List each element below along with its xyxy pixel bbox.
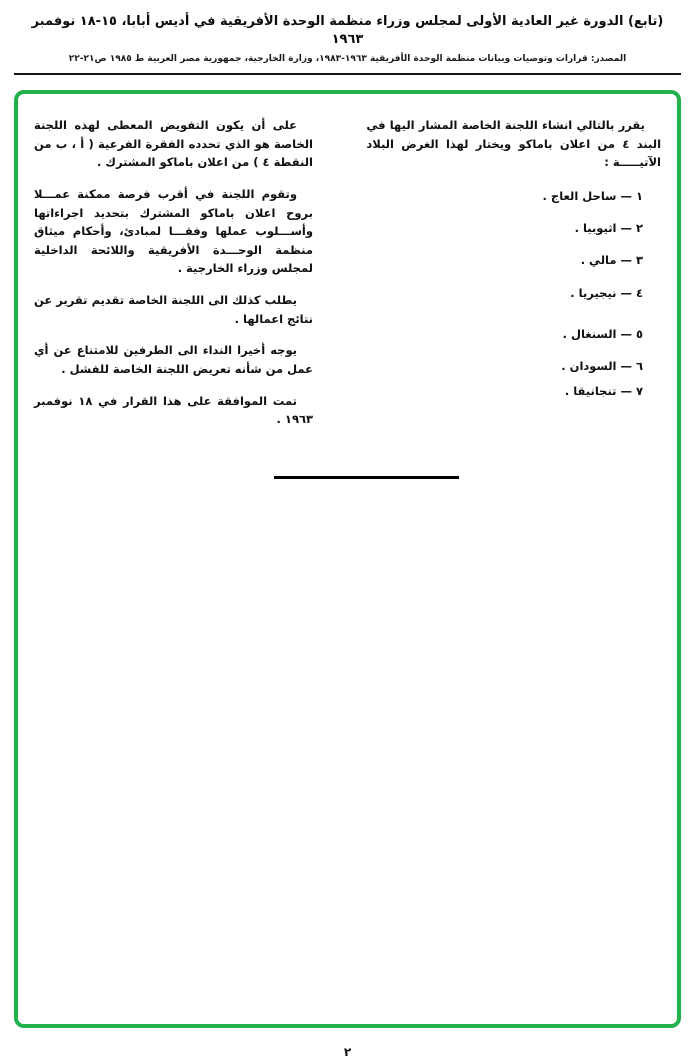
page-title: (تابع) الدورة غير العادية الأولى لمجلس وزراء منظمة الوحدة الأفريقية في أديس أبابا، ١٥-١٨ نوفمبر ١٩٦٣ bbox=[31, 14, 664, 47]
country-item: ٥ — السنغال . bbox=[562, 326, 643, 341]
country-list bbox=[366, 188, 661, 401]
page-number: ٢ bbox=[343, 1045, 352, 1059]
body-paragraph: تمت الموافقة على هذا القرار في ١٨ نوفمبر ١٩٦٣ . bbox=[34, 393, 313, 427]
right-column bbox=[366, 116, 661, 442]
source-line: المصدر: قرارات وتوصيات وبيانات منظمة الوحدة الأفريقية ١٩٦٣-١٩٨٣، وزارة الخارجية، جمهورية مصر العربية ط ١٩٨٥ ص٢١-٢٢ bbox=[68, 54, 627, 65]
page-header bbox=[0, 0, 695, 75]
body-paragraph: يوجه أخيرا النداء الى الطرفين للامتناع عن أي عمل من شأنه تعريض اللجنة الخاصة للفشل . bbox=[34, 343, 313, 376]
country-item: ٤ — نيجيريا . bbox=[570, 285, 643, 300]
body-paragraph: وتقوم اللجنة في أقرب فرصة ممكنة عمـــلا بروح اعلان باماكو المشترك بتحديد اجراءاتها وأســـلوب عملها وفقـــا لمبادئ، وأحكام ميثاق منظمة الوحـــدة الأفريقية واللائحة الداخلية لمجلس وزراء الخارجية . bbox=[34, 186, 313, 276]
document-frame bbox=[14, 90, 681, 1028]
country-item: ٦ — السودان . bbox=[561, 359, 643, 374]
country-item: ٣ — مالي . bbox=[580, 253, 643, 268]
content-columns bbox=[34, 116, 661, 442]
header-divider bbox=[14, 73, 681, 75]
resolution-intro: يقرر بالتالي انشاء اللجنة الخاصة المشار اليها في البند ٤ من اعلان باماكو ويختار لهذا الغرض البلاد الآتيـــــة : bbox=[366, 118, 662, 170]
left-column bbox=[34, 116, 313, 442]
country-item: ٧ — تنجانيقا . bbox=[564, 384, 643, 399]
section-divider bbox=[274, 476, 459, 479]
country-item: ٢ — اثيوبيا . bbox=[574, 221, 643, 236]
body-paragraph: يطلب كذلك الى اللجنة الخاصة تقديم تقرير عن نتائج اعمالها . bbox=[34, 293, 313, 326]
country-item: ١ — ساحل العاج . bbox=[542, 188, 643, 203]
body-paragraph: على أن يكون التفويض المعطى لهذه اللجنة الخاصة هو الذي تحدده الفقرة الفرعية ( أ ، ب من النقطة ٤ ) من اعلان باماكو المشترك . bbox=[34, 118, 313, 170]
